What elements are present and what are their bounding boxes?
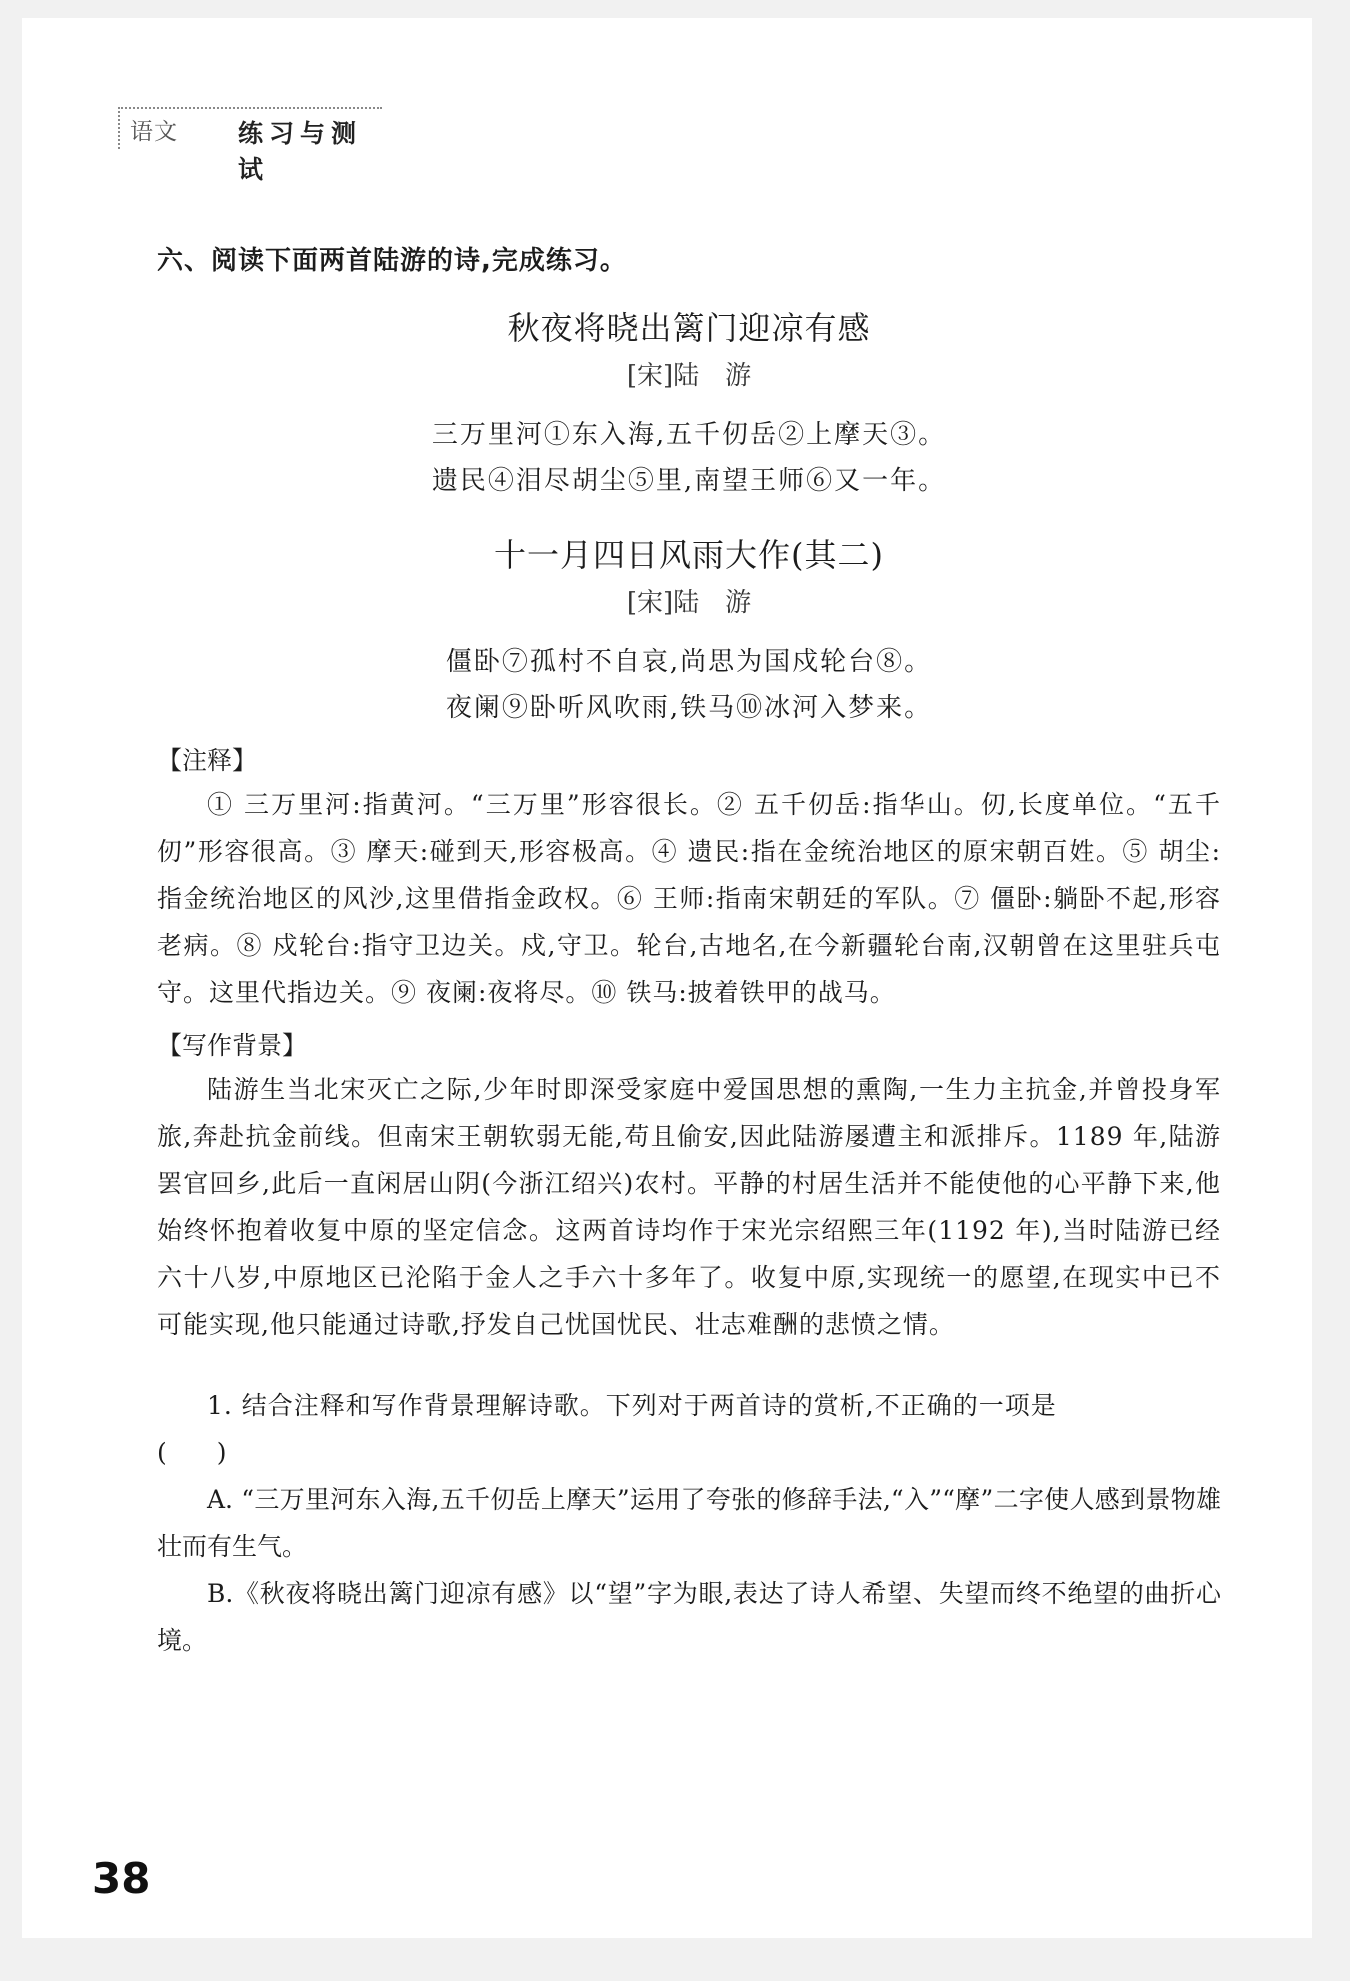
- notes-label: 【注释】: [157, 746, 258, 775]
- poem-line: 三万里河①东入海,五千仞岳②上摩天③。: [431, 420, 947, 450]
- question-1: [157, 1382, 1221, 1664]
- question-heading: 六、阅读下面两首陆游的诗,完成练习。: [157, 246, 627, 276]
- background-label: 【写作背景】: [157, 1031, 308, 1060]
- header-dotted-divider: [118, 107, 120, 149]
- poem-line: 僵卧⑦孤村不自哀,尚思为国戍轮台⑧。: [445, 647, 933, 677]
- book-name: 练习与测试: [238, 119, 363, 184]
- notes-text: ① 三万里河:指黄河。“三万里”形容很长。② 五千仞岳:指华山。仞,长度单位。“五千仞”形容很高。③ 摩天:碰到天,形容极高。④ 遗民:指在金统治地区的原宋朝百姓。⑤ 胡尘:指金统治地区的风沙,这里借指金政权。⑥ 王师:指南宋朝廷的军队。⑦ 僵卧:躺卧不起,形容老病。⑧ 戍轮台:指守卫边关。戍,守卫。轮台,古地名,在今新疆轮台南,汉朝曾在这里驻兵屯守。这里代指边关。⑨ 夜阑:夜将尽。⑩ 铁马:披着铁甲的战马。: [157, 790, 1221, 1007]
- page-header: [94, 86, 382, 184]
- poem-2: [157, 530, 1221, 731]
- header-dotted-rule: [118, 107, 382, 109]
- poem-line: 遗民④泪尽胡尘⑤里,南望王师⑥又一年。: [431, 466, 947, 496]
- subject-tag: 语文: [130, 119, 178, 145]
- poem-author: [宋]陆 游: [626, 361, 752, 391]
- question-stem: 1. 结合注释和写作背景理解诗歌。下列对于两首诗的赏析,不正确的一项是: [207, 1391, 1057, 1420]
- background-text: 陆游生当北宋灭亡之际,少年时即深受家庭中爱国思想的熏陶,一生力主抗金,并曾投身军旅,奔赴抗金前线。但南宋王朝软弱无能,苟且偷安,因此陆游屡遭主和派排斥。1189 年,陆游罢官回乡,此后一直闲居山阴(今浙江绍兴)农村。平静的村居生活并不能使他的心平静下来,他始终怀抱着收复中原的坚定信念。这两首诗均作于宋光宗绍熙三年(1192 年),当时陆游已经六十八岁,中原地区已沦陷于金人之手六十多年了。收复中原,实现统一的愿望,在现实中已不可能实现,他只能通过诗歌,抒发自己忧国忧民、壮志难酬的悲愤之情。: [157, 1075, 1221, 1339]
- poem-1: [157, 303, 1221, 504]
- page-number: 38: [92, 1854, 151, 1903]
- poem-author: [宋]陆 游: [626, 588, 752, 618]
- poem-title: 秋夜将晓出篱门迎凉有感: [507, 309, 871, 347]
- main-content: [157, 240, 1221, 1664]
- choice-b: B.《秋夜将晓出篱门迎凉有感》以“望”字为眼,表达了诗人希望、失望而终不绝望的曲折心境。: [157, 1579, 1221, 1655]
- poem-line: 夜阑⑨卧听风吹雨,铁马⑩冰河入梦来。: [445, 693, 933, 723]
- page: [22, 18, 1312, 1938]
- choice-a: A. “三万里河东入海,五千仞岳上摩天”运用了夸张的修辞手法,“入”“摩”二字使人感到景物雄壮而有生气。: [157, 1485, 1221, 1561]
- poem-title: 十一月四日风雨大作(其二): [494, 536, 884, 574]
- answer-bracket: ( ): [157, 1438, 227, 1467]
